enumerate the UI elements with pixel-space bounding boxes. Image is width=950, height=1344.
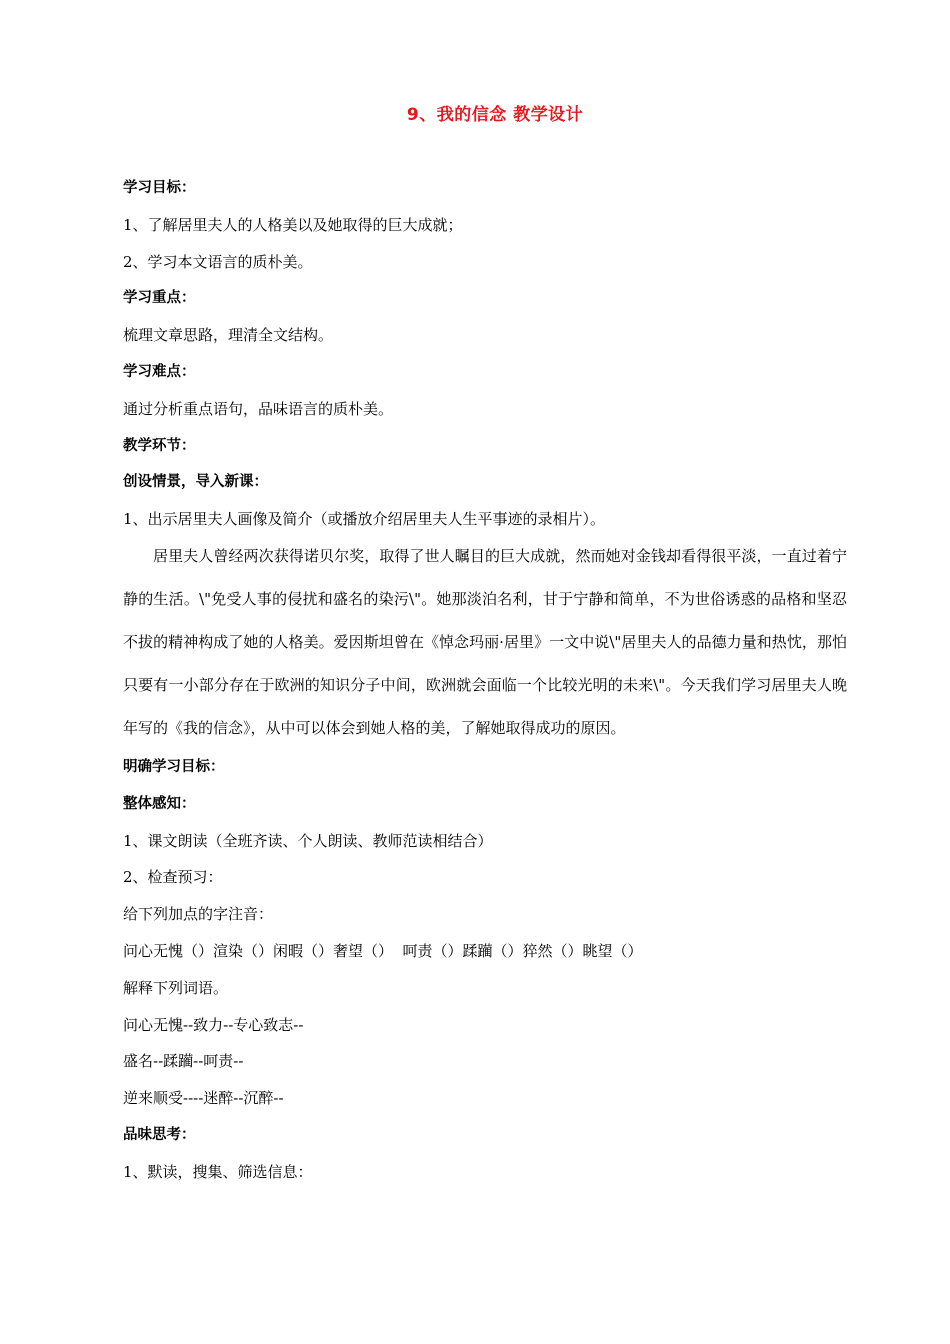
- explain-line-3: 逆来顺受----迷醉--沉醉--: [123, 1089, 284, 1108]
- goal-item-1: 1、了解居里夫人的人格美以及她取得的巨大成就；: [123, 215, 463, 234]
- explain-prompt: 解释下列词语。: [123, 978, 229, 997]
- overall-step-2: 2、检查预习：: [123, 868, 223, 887]
- difficulty-text: 通过分析重点语句，品味语言的质朴美。: [123, 399, 394, 418]
- focus-text: 梳理文章思路，理清全文结构。: [123, 326, 334, 345]
- pinyin-words: 问心无愧（）渲染（）闲暇（）奢望（） 呵责（）蹂躏（）猝然（）眺望（）: [123, 941, 643, 960]
- document-title: 9、我的信念 教学设计: [406, 105, 584, 125]
- explain-line-1: 问心无愧--致力--专心致志--: [123, 1015, 304, 1034]
- intro-heading: 创设情景，导入新课：: [123, 474, 268, 491]
- focus-heading: 学习重点：: [123, 290, 196, 307]
- clarify-heading: 明确学习目标：: [123, 758, 225, 775]
- document-body: [123, 170, 847, 1191]
- overall-heading: 整体感知：: [123, 795, 196, 812]
- process-heading: 教学环节：: [123, 437, 196, 454]
- explain-line-2: 盛名--蹂躏--呵责--: [123, 1052, 244, 1071]
- goals-heading: 学习目标：: [123, 180, 196, 196]
- pinyin-prompt: 给下列加点的字注音：: [123, 905, 274, 924]
- overall-step-1: 1、课文朗读（全班齐读、个人朗读、教师范读相结合）: [123, 831, 493, 850]
- savor-step-1: 1、默读，搜集、筛选信息：: [123, 1162, 313, 1181]
- goal-item-2: 2、学习本文语言的质朴美。: [123, 252, 313, 271]
- intro-step-1: 1、出示居里夫人画像及简介（或播放介绍居里夫人生平事迹的录相片）。: [123, 510, 606, 529]
- difficulty-heading: 学习难点：: [123, 363, 196, 380]
- intro-paragraph: 居里夫人曾经两次获得诺贝尔奖，取得了世人瞩目的巨大成就，然而她对金钱却看得很平淡，一直过着宁静的生活。\"免受人事的侵扰和盛名的染污\"。她那淡泊名利，甘于宁静和简单，不为世俗诱惑的品格和坚忍不拔的精神构成了她的人格美。爱因斯坦曾在《悼念玛丽·居里》一文中说\"居里夫人的品德力量和热忱，那怕只要有一小部分存在于欧洲的知识分子中间，欧洲就会面临一个比较光明的未来\"。今天我们学习居里夫人晚年写的《我的信念》，从中可以体会到她人格的美，了解她取得成功的原因。: [123, 546, 847, 737]
- savor-heading: 品味思考：: [123, 1126, 196, 1143]
